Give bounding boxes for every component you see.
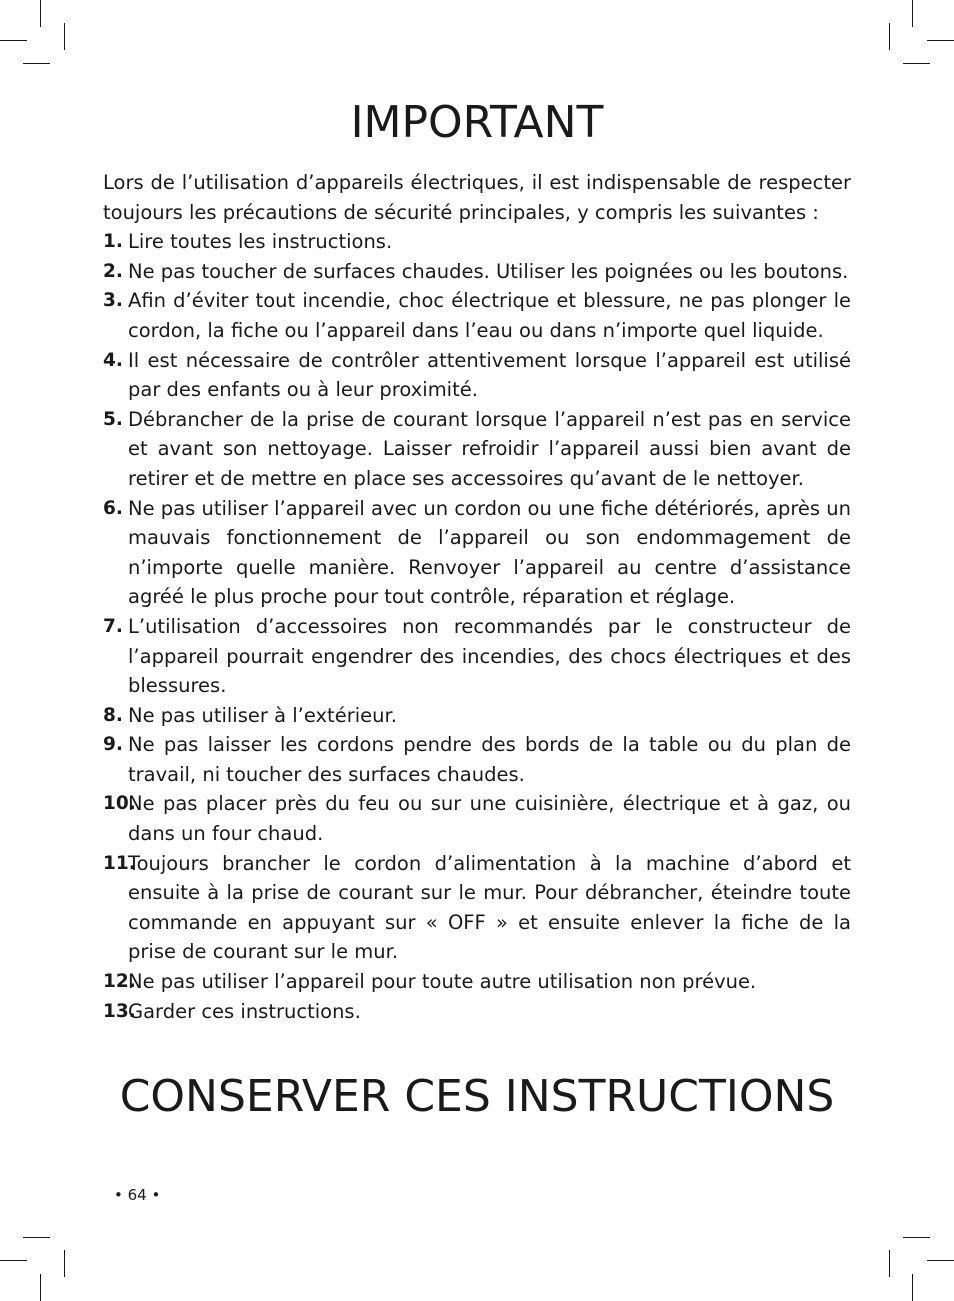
item-number: 8.: [103, 704, 123, 726]
crop-mark-bottom-left-horizontal-inner: [23, 1237, 50, 1238]
item-text: Afin d’éviter tout incendie, choc électrique et blessure, ne pas plonger le cordon, la fiche ou l’appareil dans l’eau ou dans n’importe quel liquide.: [128, 289, 851, 342]
crop-mark-bottom-left-horizontal: [0, 1260, 27, 1261]
list-item: [103, 612, 851, 701]
crop-mark-top-right-vertical-inner: [889, 23, 890, 50]
crop-mark-bottom-left-vertical-inner: [64, 1250, 65, 1277]
item-number: 4.: [103, 349, 123, 371]
crop-mark-bottom-right-vertical: [912, 1274, 913, 1301]
item-number: 11.: [103, 852, 136, 874]
item-text: Toujours brancher le cordon d’alimentation à la machine d’abord et ensuite à la prise de courant sur le mur. Pour débrancher, éteindre toute commande en appuyant sur « OFF » et ensuite enlever la fiche de la prise de courant sur le mur.: [128, 851, 851, 964]
crop-mark-top-left-vertical: [40, 0, 41, 27]
item-number: 1.: [103, 231, 123, 253]
list-item: [103, 286, 851, 345]
item-text: Débrancher de la prise de courant lorsque l’appareil n’est pas en service et avant son nettoyage. Laisser refroidir l’appareil aussi bien avant de retirer et de mettre en place ses accessoires qu’avant de le nettoyer.: [128, 407, 851, 490]
crop-mark-bottom-right-vertical-inner: [889, 1250, 890, 1277]
crop-mark-bottom-right-horizontal-inner: [903, 1237, 930, 1238]
instructions-content: [103, 168, 851, 1026]
item-number: 9.: [103, 734, 123, 756]
crop-mark-top-right-horizontal: [927, 40, 954, 41]
crop-mark-top-right-horizontal-inner: [903, 63, 930, 64]
item-text: Ne pas placer près du feu ou sur une cuisinière, électrique et à gaz, ou dans un four chaud.: [128, 792, 851, 846]
list-item: [103, 346, 851, 405]
list-item: [103, 849, 851, 967]
item-text: Garder ces instructions.: [128, 999, 361, 1023]
crop-mark-top-right-vertical: [912, 0, 913, 27]
item-text: Ne pas utiliser l’appareil avec un cordon ou une fiche détériorés, après un mauvais fonctionnement de l’appareil ou son endommagement de n’importe quelle manière. Renvoyer l’appareil au centre d’assistance agréé le plus proche pour tout contrôle, réparation et réglage.: [128, 496, 851, 609]
item-number: 3.: [103, 290, 123, 312]
list-item: [103, 967, 851, 997]
crop-mark-bottom-right-horizontal: [927, 1260, 954, 1261]
item-number: 7.: [103, 615, 123, 637]
crop-mark-top-left-horizontal-inner: [23, 63, 50, 64]
item-text: Il est nécessaire de contrôler attentivement lorsque l’appareil est utilisé par des enfants ou à leur proximité.: [128, 348, 851, 402]
item-number: 13.: [103, 1000, 136, 1022]
list-item: [103, 494, 851, 612]
list-item: [103, 257, 851, 287]
list-item: [103, 789, 851, 848]
list-item: [103, 227, 851, 257]
item-number: 6.: [103, 497, 123, 519]
intro-paragraph: Lors de l’utilisation d’appareils électriques, il est indispensable de respecter toujours les précautions de sécurité principales, y compris les suivantes :: [103, 171, 851, 224]
footer-title: CONSERVER CES INSTRUCTIONS: [119, 1071, 835, 1122]
crop-mark-top-left-vertical-inner: [64, 23, 65, 50]
crop-mark-top-left-horizontal: [0, 40, 27, 41]
item-number: 5.: [103, 408, 123, 430]
page-title: IMPORTANT: [350, 97, 604, 148]
item-text: Lire toutes les instructions.: [128, 230, 393, 254]
item-number: 2.: [103, 260, 123, 282]
instructions-list: [103, 227, 851, 1026]
list-item: [103, 405, 851, 494]
list-item: [103, 997, 851, 1027]
item-text: Ne pas utiliser l’appareil pour toute autre utilisation non prévue.: [128, 970, 757, 994]
list-item: [103, 701, 851, 731]
item-number: 12.: [103, 971, 136, 993]
item-text: Ne pas laisser les cordons pendre des bords de la table ou du plan de travail, ni toucher des surfaces chaudes.: [128, 733, 851, 786]
item-number: 10.: [103, 793, 136, 815]
item-text: Ne pas utiliser à l’extérieur.: [128, 703, 397, 727]
item-text: L’utilisation d’accessoires non recommandés par le constructeur de l’appareil pourrait engendrer des incendies, des chocs électriques et des blessures.: [128, 614, 851, 698]
page-number: • 64 •: [114, 1186, 161, 1204]
item-text: Ne pas toucher de surfaces chaudes. Utiliser les poignées ou les boutons.: [128, 259, 849, 283]
list-item: [103, 730, 851, 789]
crop-mark-bottom-left-vertical: [40, 1274, 41, 1301]
